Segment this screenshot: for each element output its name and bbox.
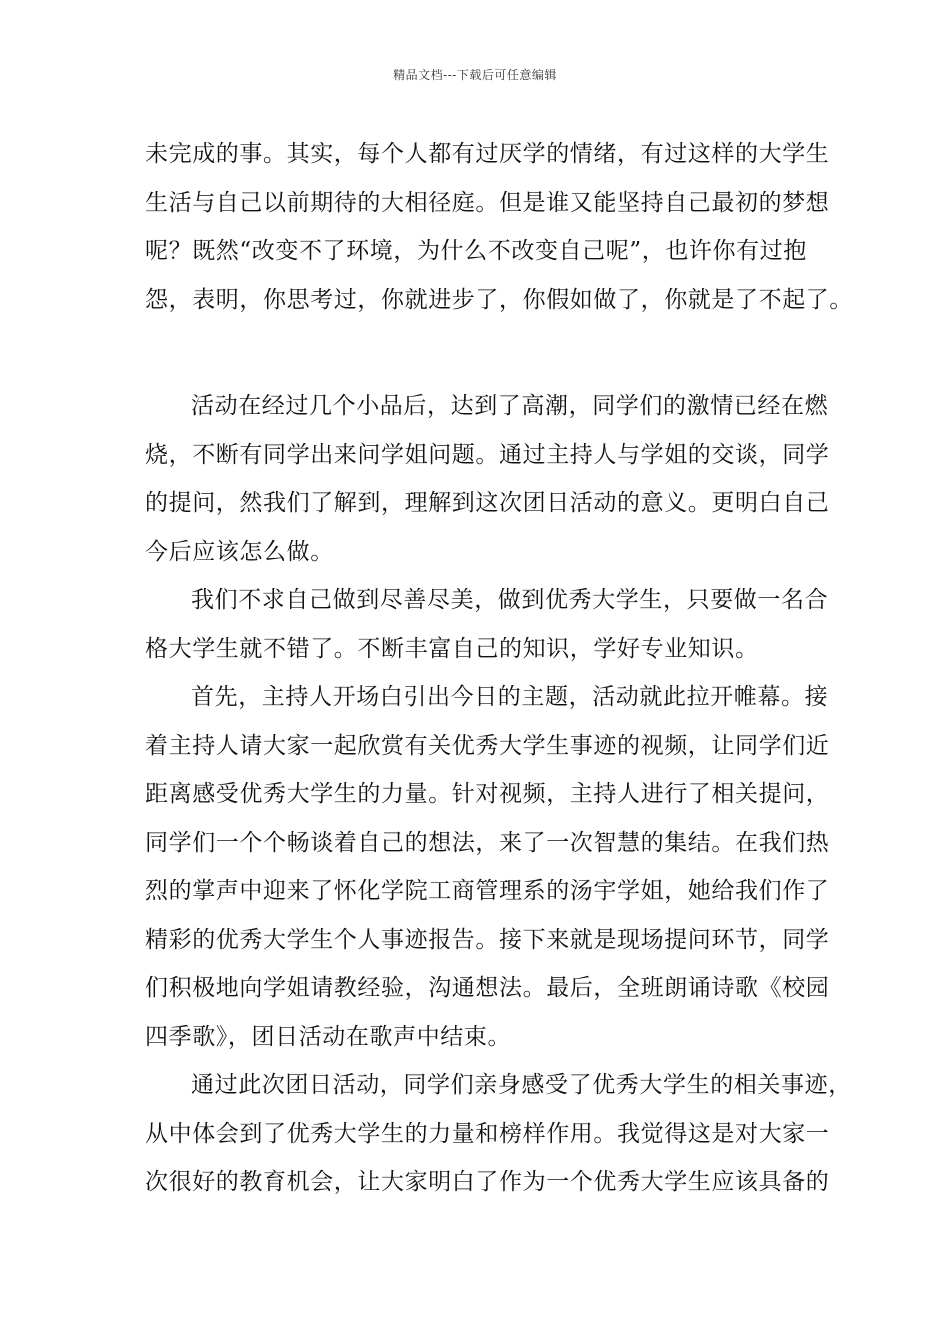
paragraph xyxy=(145,1061,852,1207)
text-line: 烈的掌声中迎来了怀化学院工商管理系的汤宇学姐，她给我们作了 xyxy=(145,878,830,904)
text-line: 从中体会到了优秀大学生的力量和榜样作用。我觉得这是对大家一 xyxy=(145,1120,830,1147)
paragraph xyxy=(145,130,853,324)
text-line: 怨，表明，你思考过，你就进步了，你假如做了，你就是了不起了。 xyxy=(145,286,853,313)
text-line: 着主持人请大家一起欣赏有关优秀大学生事迹的视频，让同学们近 xyxy=(145,732,830,759)
text-line: 们积极地向学姐请教经验，沟通想法。最后，全班朗诵诗歌《校园 xyxy=(145,975,830,1001)
paragraph-gap xyxy=(145,324,810,382)
text-line: 未完成的事。其实，每个人都有过厌学的情绪，有过这样的大学生 xyxy=(145,141,830,167)
text-line: 通过此次团日活动，同学们亲身感受了优秀大学生的相关事迹， xyxy=(191,1072,852,1098)
paragraph xyxy=(145,382,830,576)
page-header: 精品文档---下载后可任意编辑 xyxy=(393,68,557,82)
text-line: 今后应该怎么做。 xyxy=(145,538,334,565)
document-body xyxy=(145,130,853,1207)
text-line: 首先，主持人开场白引出今日的主题，活动就此拉开帷幕。接 xyxy=(191,684,829,710)
text-line: 活动在经过几个小品后，达到了高潮，同学们的激情已经在燃 xyxy=(191,393,829,419)
text-line: 次很好的教育机会，让大家明白了作为一个优秀大学生应该具备的 xyxy=(145,1169,830,1195)
text-line: 生活与自己以前期待的大相径庭。但是谁又能坚持自己最初的梦想 xyxy=(145,189,830,216)
paragraph xyxy=(145,673,830,1061)
text-line: 四季歌》，团日活动在歌声中结束。 xyxy=(145,1023,512,1050)
text-line: 的提问，然我们了解到，理解到这次团日活动的意义。更明白自己 xyxy=(145,490,830,516)
text-line: 格大学生就不错了。不断丰富自己的知识，学好专业知识。 xyxy=(145,635,759,662)
paragraph xyxy=(145,576,829,673)
text-line: 距离感受优秀大学生的力量。针对视频，主持人进行了相关提问， xyxy=(145,781,830,807)
text-line: 我们不求自己做到尽善尽美，做到优秀大学生，只要做一名合 xyxy=(191,587,829,613)
text-line: 同学们一个个畅谈着自己的想法，来了一次智慧的集结。在我们热 xyxy=(145,829,830,856)
text-line: 精彩的优秀大学生个人事迹报告。接下来就是现场提问环节，同学 xyxy=(145,926,830,953)
text-line: 呢？既然“改变不了环境，为什么不改变自己呢”，也许你有过抱 xyxy=(145,238,807,264)
text-line: 烧，不断有同学出来问学姐问题。通过主持人与学姐的交谈，同学 xyxy=(145,441,830,468)
